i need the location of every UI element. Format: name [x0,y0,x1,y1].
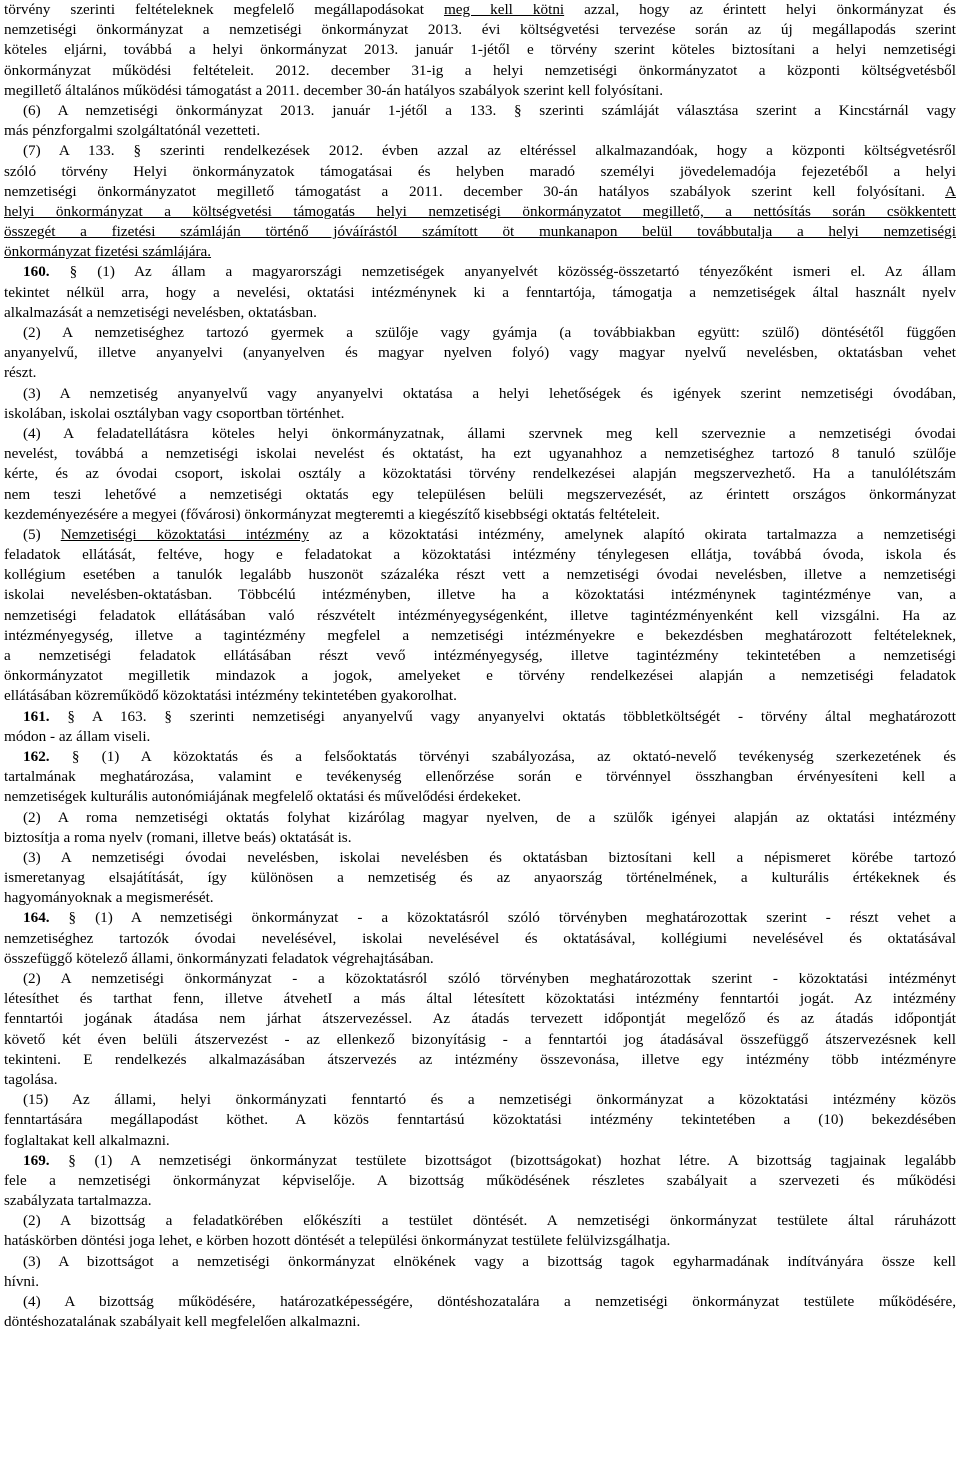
text-line: módon - az állam viseli. [4,727,151,745]
text-line: összefüggő kötelező állami, önkormányzati feladatok végrehajtásában. [4,949,434,967]
text-line: megillető általános működési támogatást a 2011. december 30-án hatályos szabályok szerint kell folyósítani. [4,81,664,99]
text-line: kérte, és az óvodai csoport, iskolai osztály a közoktatási törvény rendelkezései alapján megszervezhető. Ha a tanulólétszám [4,465,956,483]
text-line: helyi önkormányzat a költségvetési támogatás helyi nemzetiségi önkormányzatot megillető, a nettósítás során csökkentett [4,202,956,220]
text-line: nemzetiséghez tartozók óvodai nevelésével, iskolai nevelésével és oktatásával, kollégiumi nevelésével és oktatásával [4,929,956,947]
text-line: részt. [4,364,37,382]
text-line: biztosítja a roma nyelv (romani, illetve beás) oktatását is. [4,828,352,846]
text-line: (2) A bizottság a feladatkörében előkészíti a testület döntését. A nemzetiségi önkormányzat testülete által ráruházott [23,1212,956,1230]
text-line: (7) A 133. § szerinti rendelkezések 2012. évben azzal az eltéréssel alkalmazandóak, hogy a központi költségvetésről [23,142,956,160]
text-line: (3) A bizottságot a nemzetiségi önkormányzat elnökének vagy a bizottság tagok egyharmadának indítványára össze kell [23,1252,956,1270]
text-line: nem teszi lehetővé a nemzetiségi oktatás egy településen belüli megszervezését, az érintett országos önkormányzat [4,485,956,503]
text-line: (3) A nemzetiségi óvodai nevelésben, iskolai nevelésben és oktatásban biztosítani kell a népismeret körébe tartozó [23,848,956,866]
text-line: 164. § (1) A nemzetiségi önkormányzat - a közoktatásról szóló törvényben meghatározottak szerint - részt vehet a [23,909,956,927]
text-line: más pénzforgalmi szolgáltatónál vezetteti. [4,122,261,140]
text-line: 169. § (1) A nemzetiségi önkormányzat testülete bizottságot (bizottságokat) hozhat létre. A bizottság tagjainak legalább [23,1151,956,1169]
text-line: iskolában, iskolai osztályban vagy csoportban történhet. [4,404,345,422]
text-line: összegét a fizetési számláján történő jóváírástól számított öt munkanapon belül továbbutalja a helyi nemzetiségi [4,223,956,241]
text-line: nemzetiségi feladatok ellátásában való részvételt intézményegységenként, illetve tagintézményenként kell vizsgálni. Ha az [4,606,956,624]
text-line: ellátásában közreműködő közoktatási intézmény tekintetében gyakorolhat. [4,687,457,705]
text-line: szóló törvény Helyi önkormányzatok támogatásai és helyben maradó személyi jövedelemadója fejezetéből a helyi [4,162,956,180]
text-line: hívni. [4,1272,40,1290]
text-line: köteles eljárni, továbbá a helyi önkormányzat 2013. január 1-jétől e törvény szerint köteles biztosítani a helyi nemzetiségi [4,41,956,59]
text-line: tagolása. [4,1070,58,1088]
text-line: iskolai nevelésben-oktatásban. Többcélú intézményben, illetve ha a közoktatási intézménynek tagintézménye van, a [4,586,956,604]
text-line: (2) A nemzetiségi önkormányzat - a közoktatásról szóló törvényben meghatározottak szerint - közoktatási intézményt [23,970,956,987]
text-line: kezdeményezésére a megyei (fővárosi) önkormányzat megteremti a kiegészítő kisebbségi oktatás feltételeit. [4,505,660,523]
text-line: szabályzata tartalmazza. [4,1192,152,1210]
text-line: anyanyelvű, illetve anyanyelvi (anyanyelven és magyar nyelven folyó) vagy magyar nyelvű nevelésben, oktatásban vehet [4,344,956,362]
text-line: (5) Nemzetiségi közoktatási intézmény az a közoktatási intézmény, amelynek alapító okirata tartalmazza a nemzetiségi [23,525,956,543]
text-line: intézményegység, illetve a tagintézmény megfelel a nemzetiségi intézményekre e bekezdésben meghatározott feltételeknek, [4,626,956,644]
text-line: önkormányzat fizetési számlájára. [4,243,212,261]
text-line: önkormányzat működési feltételeit. 2012. december 31-ig a helyi nemzetiségi önkormányzatot a központi költségvetésből [4,61,956,79]
text-line: feladatok ellátását, feltéve, hogy e feladatokat a közoktatási intézmény ténylegesen ellátja, továbbá óvoda, iskola és [4,546,956,564]
text-line: hatáskörben döntési joga lehet, e körben hozott döntését a települési önkormányzat testülete felülvizsgálhatja. [4,1232,671,1250]
text-line: (4) A bizottság működésére, határozatképességére, döntéshozatalára a nemzetiségi önkormányzat testülete működésére, [23,1293,956,1310]
text-line: nemzetiségi önkormányzat a nemzetiségi önkormányzat 2013. évi költségvetési tervezése során az új megállapodás szerint [4,21,956,39]
text-line: a nemzetiségi feladatok ellátásában részt vevő intézményegység, illetve tagintézmény tekintetében a nemzetiségi [4,647,956,664]
text-line: alkalmazását a nemzetiségi nevelésben, oktatásban. [4,303,317,321]
text-line: kollégium esetében a tanulók legalább huszonöt százaléka részt vett a nemzetiségi óvodai nevelésben, illetve a nemzetiségi [4,566,956,584]
text-line: döntéshozatalának szabályait kell megfelelően alkalmazni. [4,1313,361,1331]
text-line: (2) A nemzetiséghez tartozó gyermek a szülője vagy gyámja (a továbbiakban együtt: szülő) döntésétől függően [23,324,956,341]
text-line: nemzetiségek kulturális autonómiájának megfelelő oktatási és művelődési érdekeket. [4,788,522,806]
document-body [4,0,956,1332]
text-line: (2) A roma nemzetiségi oktatás folyhat kizárólag magyar nyelven, de a szülők igényei alapján az oktatási intézmény [23,808,956,826]
text-line: foglaltakat kell alkalmazni. [4,1131,170,1149]
text-line: (3) A nemzetiség anyanyelvű vagy anyanyelvi oktatása a helyi lehetőségek és igények szerint nemzetiségi óvodában, [23,384,956,402]
text-line: 161. § A 163. § szerinti nemzetiségi anyanyelvű vagy anyanyelvi oktatás többletköltségét - törvény által meghatározott [23,707,956,725]
text-line: hagyományoknak a megismerését. [4,889,214,907]
text-line: nevelést, továbbá a nemzetiségi iskolai nevelést és oktatást, ha ezt ugyanahhoz a nemzetiséghez tartozó 8 tanuló szülője [4,445,956,463]
text-line: fenntartására megállapodást köthet. A közös fenntartású közoktatási intézmény tekintetében a (10) bekezdésében [4,1111,956,1129]
text-line: (4) A feladatellátásra köteles helyi önkormányzatnak, állami szervnek meg kell szerveznie a nemzetiségi óvodai [23,424,956,442]
text-line: nemzetiségi önkormányzatot megillető támogatást a 2011. december 30-án hatályos szabályok szerint kell folyósítani. A [4,182,956,200]
text-line: létesíthet és tarthat fenn, illetve átvehetI a más által létesített közoktatási intézmény fenntartói jogát. Az intézmény [4,990,956,1008]
text-line: követő két éven belüli átszervezést - az ellenkező bizonyításig - a fenntartói jog átadásával összefüggő átszervezésnek kell [4,1030,956,1048]
text-line: fenntartói jogának átadása nem járhat átszervezéssel. Az átadás tervezett időpontját megelőző és az átadás időpontját [4,1010,956,1028]
text-line: (15) Az állami, helyi önkormányzati fenntartó és a nemzetiségi önkormányzat a közoktatási intézmény közös [23,1091,956,1109]
text-line: ismeretanyag elsajátítását, így különösen a nemzetiség és az anyaország történelmének, a kulturális értékeknek és [4,869,956,887]
text-line: tartalmának meghatározása, valamint e tevékenység ellenőrzése során e törvénnyel összhangban érvényesíteni kell a [4,768,956,786]
text-line: fele a nemzetiségi önkormányzat képviselője. A bizottság működésének részletes szabályait a szervezeti és működési [4,1171,956,1189]
text-line: önkormányzatot megilletik mindazok a jogok, amelyeket e törvény rendelkezései alapján a nemzetiségi feladatok [4,667,956,685]
text-line: 160. § (1) Az állam a magyarországi nemzetiségek anyanyelvét közösség-összetartó tényezőként ismeri el. Az állam [23,263,956,281]
text-line: tekinteni. E rendelkezés alkalmazásában átszervezés az intézmény összevonása, illetve egy intézmény több intézményre [4,1050,956,1068]
text-line: törvény szerinti feltételeknek megfelelő megállapodásokat meg kell kötni azzal, hogy az érintett helyi önkormányzat és [4,1,956,18]
text-line: tekintet nélkül arra, hogy a nevelési, oktatási intézménynek ki a fenntartója, támogatja a nemzetiségek által használt nyelv [4,283,956,301]
text-line: 162. § (1) A közoktatás és a felsőoktatás törvényi szabályozása, az oktató-nevelő tevékenység szerkezetének és [23,747,956,765]
text-line: (6) A nemzetiségi önkormányzat 2013. január 1-jétől a 133. § szerinti számláját választása szerint a Kincstárnál vagy [23,101,956,119]
